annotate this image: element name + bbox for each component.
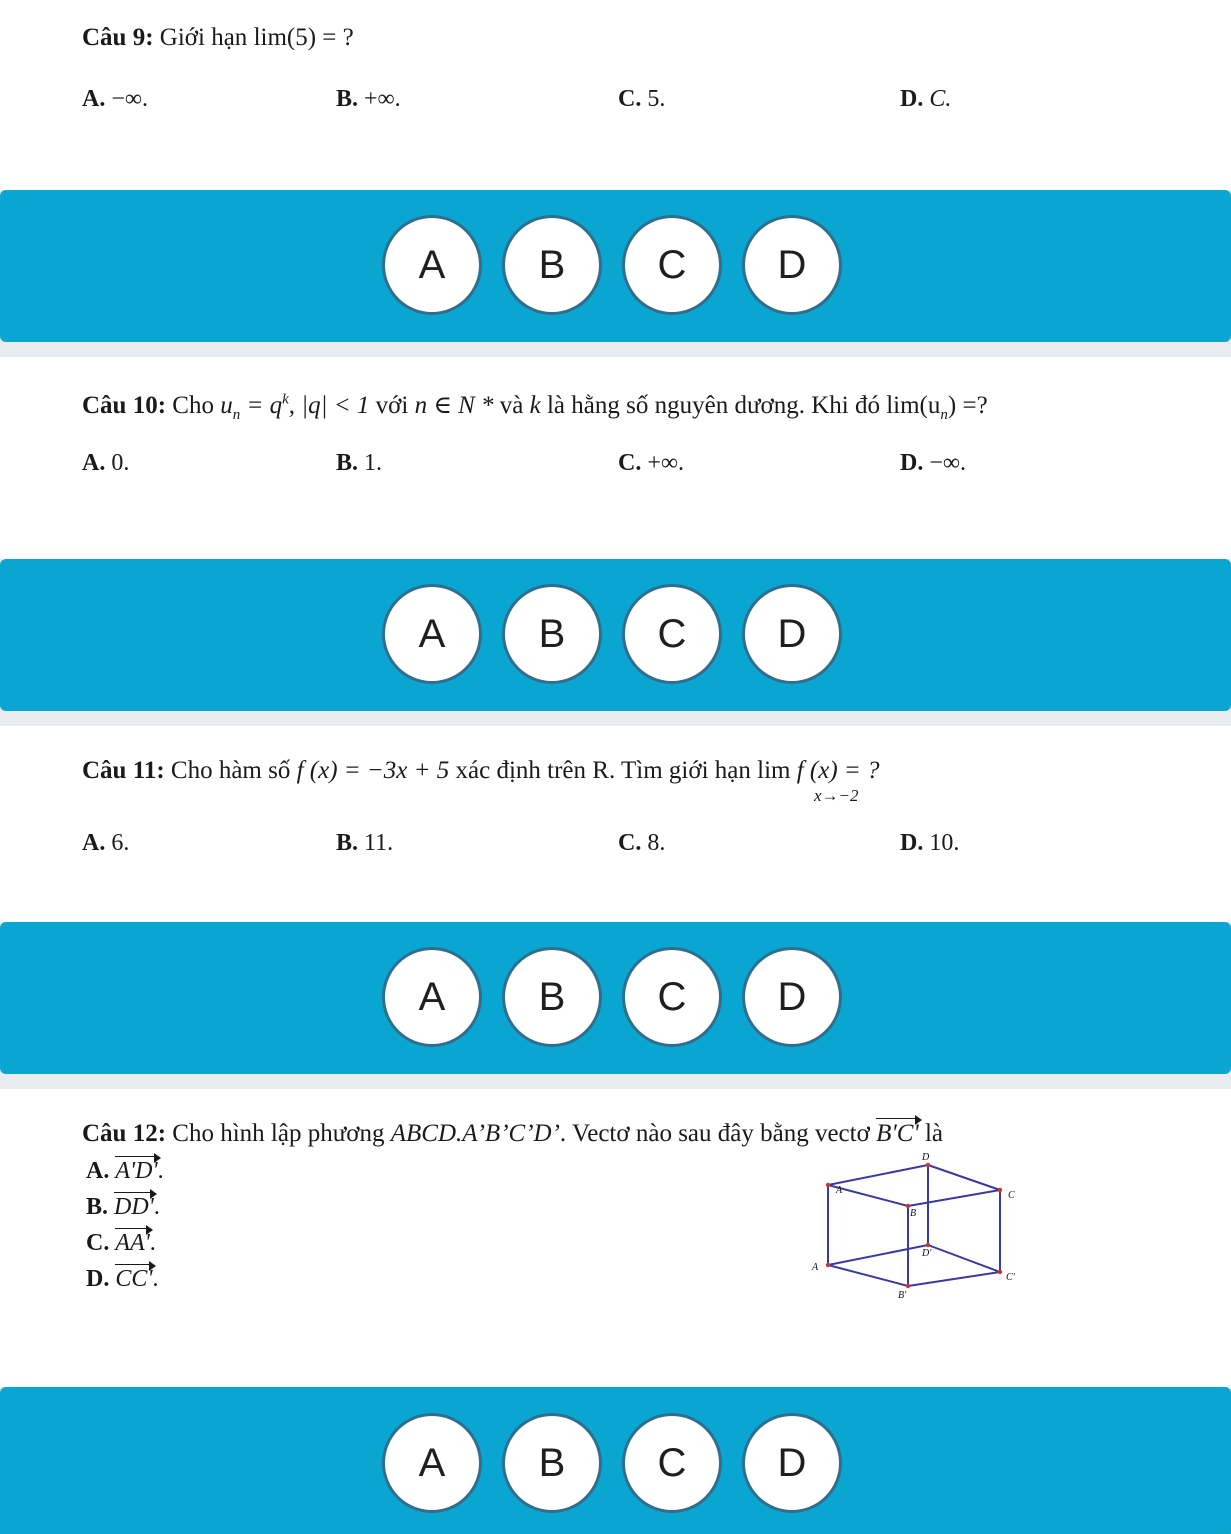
question-label: Câu 10: [82, 392, 167, 419]
answer-band-9 [0, 190, 1231, 342]
choice-c-button[interactable]: C [622, 215, 722, 315]
option-a: A. 6. [82, 830, 130, 856]
option-b: B. +∞. [336, 86, 401, 112]
question-text-9: Câu 9: Giới hạn lim(5) = ? [82, 24, 354, 51]
vertex-label-dp: D' [922, 1248, 932, 1259]
choice-c-button[interactable]: C [622, 947, 722, 1047]
option-b: B. DD'. [86, 1194, 160, 1220]
option-d: D. −∞. [900, 450, 966, 476]
question-card-10 [0, 357, 1231, 559]
choice-a-button[interactable]: A [382, 947, 482, 1047]
option-d: D. CC'. [86, 1266, 159, 1292]
question-card-11 [0, 726, 1231, 922]
choice-b-button[interactable]: B [502, 215, 602, 315]
question-label: Câu 9: [82, 24, 154, 51]
answer-band-10 [0, 559, 1231, 711]
vertex-label-ap: A [812, 1262, 819, 1273]
option-c: C. AA'. [86, 1230, 156, 1256]
choice-c-button[interactable]: C [622, 584, 722, 684]
choice-d-button[interactable]: D [742, 947, 842, 1047]
vector-bprime-cprime: B'C' [876, 1120, 919, 1147]
option-c: C. +∞. [618, 450, 684, 476]
choice-b-button[interactable]: B [502, 584, 602, 684]
vertex-label-c: C [1008, 1190, 1015, 1201]
vertex-label-cp: C' [1006, 1272, 1015, 1283]
limit-subscript: x→−2 [814, 786, 859, 805]
option-a: A. 0. [82, 450, 130, 476]
vertex-label-d: D [922, 1152, 930, 1163]
vertex-label-a: A [836, 1185, 843, 1196]
vertex-label-bp: B' [898, 1290, 907, 1300]
option-c: C. 5. [618, 86, 666, 112]
question-text-11: Câu 11: Cho hàm số f (x) = −3x + 5 xác định trên R. Tìm giới hạn lim f (x) = ? [82, 757, 880, 784]
question-text-10: Câu 10: Cho $u_n = q^k$, |q| < 1 với n ∈ N * và k là hằng số nguyên dương. Khi đó $\lim(u_n)$ =? [82, 391, 988, 423]
option-c: C. 8. [618, 830, 666, 856]
vertex-label-b: B [910, 1208, 917, 1219]
option-d: D. C. [900, 86, 952, 112]
choice-d-button[interactable]: D [742, 584, 842, 684]
question-text-12: Câu 12: Cho hình lập phương ABCD.A’B’C’D’. Vectơ nào sau đây bằng vectơ B'C' là [82, 1120, 944, 1147]
option-b: B. 1. [336, 450, 383, 476]
option-d: D. 10. [900, 830, 960, 856]
option-b: B. 11. [336, 830, 394, 856]
choice-d-button[interactable]: D [742, 1413, 842, 1513]
choice-a-button[interactable]: A [382, 584, 482, 684]
option-a: A. −∞. [82, 86, 148, 112]
choice-b-button[interactable]: B [502, 1413, 602, 1513]
answer-band-12 [0, 1387, 1231, 1534]
choice-d-button[interactable]: D [742, 215, 842, 315]
math-expression: lim(5) = ? [253, 24, 354, 51]
option-a: A. A'D'. [86, 1158, 164, 1184]
cube-figure [800, 1150, 1040, 1300]
answer-band-11 [0, 922, 1231, 1074]
question-label: Câu 11: [82, 757, 165, 784]
choice-a-button[interactable]: A [382, 215, 482, 315]
choice-a-button[interactable]: A [382, 1413, 482, 1513]
choice-c-button[interactable]: C [622, 1413, 722, 1513]
choice-b-button[interactable]: B [502, 947, 602, 1047]
question-label: Câu 12: [82, 1120, 167, 1147]
